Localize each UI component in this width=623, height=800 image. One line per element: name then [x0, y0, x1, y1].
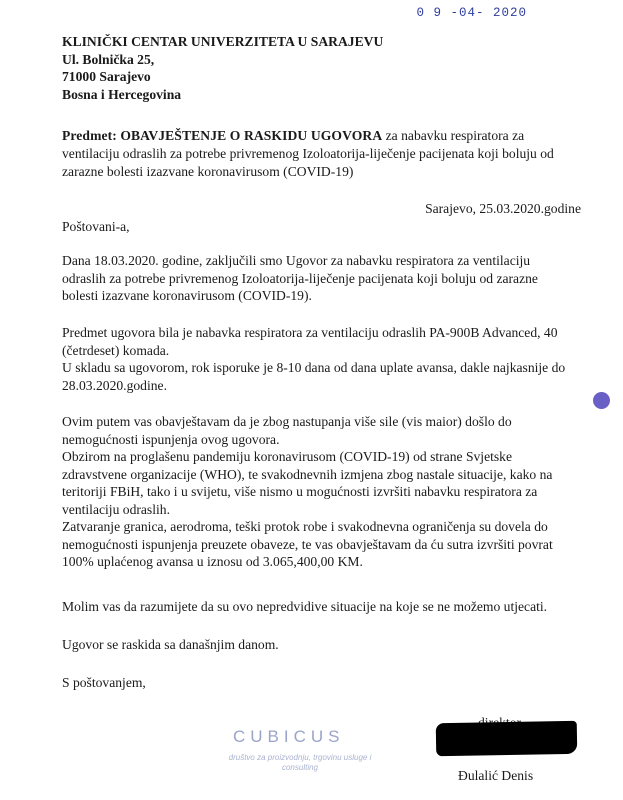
subject-block	[62, 127, 592, 181]
recipient-city: 71000 Sarajevo	[62, 69, 151, 84]
paragraph-understanding: Molim vas da razumijete da su ovo nepredvidive situacije na koje se ne možemo utjecati.	[62, 599, 548, 614]
paragraph-termination: Ugovor se raskida sa današnjim danom.	[62, 637, 279, 652]
recipient-name: KLINIČKI CENTAR UNIVERZITETA U SARAJEVU	[62, 34, 384, 49]
paragraph-subject-of-contract	[62, 324, 582, 394]
closing: S poštovanjem,	[62, 675, 146, 690]
text-line: Dana 18.03.2020. godine, zaključili smo Ugovor za nabavku respiratora za ventilaciju	[62, 253, 531, 268]
subject-line: za nabavku respiratora za	[382, 128, 525, 143]
text-line: (četrdeset) komada.	[62, 342, 170, 358]
recipient-street: Ul. Bolnička 25,	[62, 51, 155, 67]
paragraph-contract	[62, 252, 582, 305]
text-line: odraslih za potrebe privremenog Izoloatorija-liječenje pacijenata koji boluju od zarazne	[62, 270, 538, 286]
text-line: nemogućnosti ispunjenja ovog ugovora.	[62, 431, 280, 447]
subject-line: zarazne bolesti izazvane koronavirusom (COVID-19)	[62, 164, 354, 179]
company-logo: CUBICUS	[233, 727, 345, 746]
signer-name: Đulalić Denis	[458, 768, 534, 783]
text-line: Ovim putem vas obavještavam da je zbog nastupanja više sile (vis maior) došlo do	[62, 414, 512, 429]
text-line: U skladu sa ugovorom, rok isporuke je 8-10 dana od dana uplate avansa, dakle najkasnije do	[62, 360, 566, 375]
received-date-stamp: 0 9 -04- 2020	[416, 6, 527, 20]
company-logo-tagline: društvo za proizvodnju, trgovinu usluge i consulting	[228, 753, 372, 772]
text-line: nemogućnosti ispunjenja preuzete obaveze, te vas obavještavam da ću sutra izvršiti povrat	[62, 536, 553, 552]
recipient-address	[62, 33, 383, 103]
text-line: ventilaciju odraslih.	[62, 501, 170, 517]
greeting: Poštovani-a,	[62, 219, 130, 234]
text-line: 28.03.2020.godine.	[62, 377, 167, 393]
subject-line: ventilaciju odraslih za potrebe privremenog Izoloatorija-liječenje pacijenata koji boluju od	[62, 146, 554, 161]
subject-title: OBAVJEŠTENJE O RASKIDU UGOVORA	[120, 128, 383, 143]
recipient-country: Bosna i Hercegovina	[62, 86, 182, 102]
text-line: Predmet ugovora bila je nabavka respiratora za ventilaciju odraslih PA-900B Advanced, 40	[62, 325, 558, 340]
subject-label: Predmet:	[62, 128, 117, 143]
paragraph-force-majeure	[62, 413, 582, 571]
text-line: 100% uplaćenog avansa u iznosu od 3.065,400,00 KM.	[62, 554, 363, 569]
text-line: Zatvaranje granica, aerodroma, teški protok robe i svakodnevna ograničenja su dovela do	[62, 519, 548, 534]
text-line: Obzirom na proglašenu pandemiju koronavirusom (COVID-19) od strane Svjetske	[62, 449, 513, 464]
purple-dot-marker	[593, 392, 610, 409]
redacted-signature	[436, 721, 578, 756]
text-line: bolesti izazvane koronavirusom (COVID-19).	[62, 288, 312, 303]
text-line: zdravstvene organizacije (WHO), te svakodnevnih izmjena zbog nastale situacije, kako na	[62, 466, 553, 482]
text-line: teritoriji FBiH, tako i u svijetu, više nismo u mogućnosti izvršiti nabavku respiratora za	[62, 484, 538, 499]
place-date: Sarajevo, 25.03.2020.godine	[425, 201, 581, 216]
